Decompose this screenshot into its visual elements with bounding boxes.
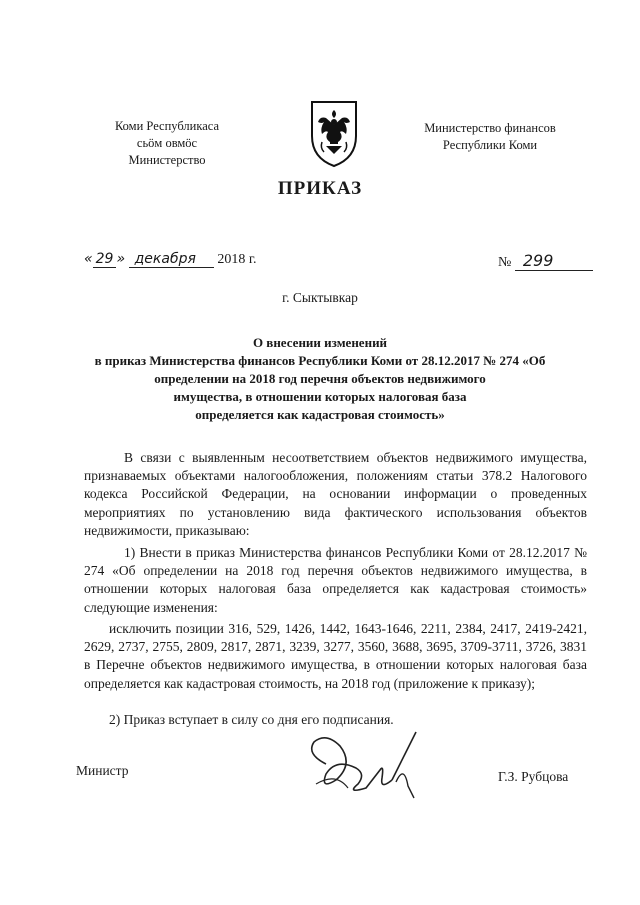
body-paragraph-3: исключить позиции 316, 529, 1426, 1442, 1643-1646, 2211, 2384, 2417, 2419-2421, 2629, 2737, 2755, 2809, 2817, 2871, 3239, 3277, 3560, 3688, 3695, 3709-3711, 3726, 3831 в Перечне объектов недвижимого имущества, в отношении которых налоговая база определяется как кадастровая стоимость, на 2018 год (приложение к приказу); [84,621,587,691]
komi-republic-emblem-icon [306,96,362,168]
date-month: декабря [129,251,214,268]
header-right-line: Министерство финансов [424,121,556,135]
date-open-quote: « [84,251,93,267]
document-subject [60,334,580,424]
body-paragraph-4: 2) Приказ вступает в силу со дня его подписания. [109,712,394,727]
number-value: 299 [515,251,593,271]
header-right-block [410,120,570,154]
header-left-block [92,118,242,169]
document-date [84,251,257,268]
signer-name: Г.З. Рубцова [498,769,569,784]
header-left-line: Коми Республикаса [114,119,220,133]
handwritten-signature [296,724,436,806]
subject-line: в приказ Министерства финансов Республики Коми от 28.12.2017 № 274 «Об [94,353,546,368]
subject-line: определении на 2018 год перечня объектов недвижимого [154,371,486,386]
body-paragraph-2: 1) Внести в приказ Министерства финансов Республики Коми от 28.12.2017 № 274 «Об определении на 2018 год перечня объектов недвижимого имущества, в отношении которых налоговая база определяется как кадастровая стоимость» следующие изменения: [84,545,587,615]
date-day: 29 [93,251,117,268]
header-right-line: Республики Коми [442,138,538,152]
header-left-line: сьӧм овмӧс [136,136,198,150]
body-paragraph-1: В связи с выявленным несоответствием объектов недвижимого имущества, признаваемых объектами налогообложения, положениям статьи 378.2 Налогового кодекса Российской Федерации, на основании информации о проведенных мероприятиях по установлению вида фактического использования объектов недвижимости, приказываю: [84,450,587,538]
document-title: ПРИКАЗ [277,178,363,199]
subject-line: имущества, в отношении которых налоговая база [173,389,467,404]
subject-line: О внесении изменений [252,335,388,350]
subject-line: определяется как кадастровая стоимость» [195,407,445,422]
date-year: 2018 г. [217,252,257,267]
number-prefix: № [498,255,512,270]
document-city: г. Сыктывкар [282,290,358,305]
signer-position: Министр [76,763,129,778]
header-left-line: Министерство [128,153,206,167]
date-close-quote: » [116,251,126,267]
document-number [498,251,593,271]
